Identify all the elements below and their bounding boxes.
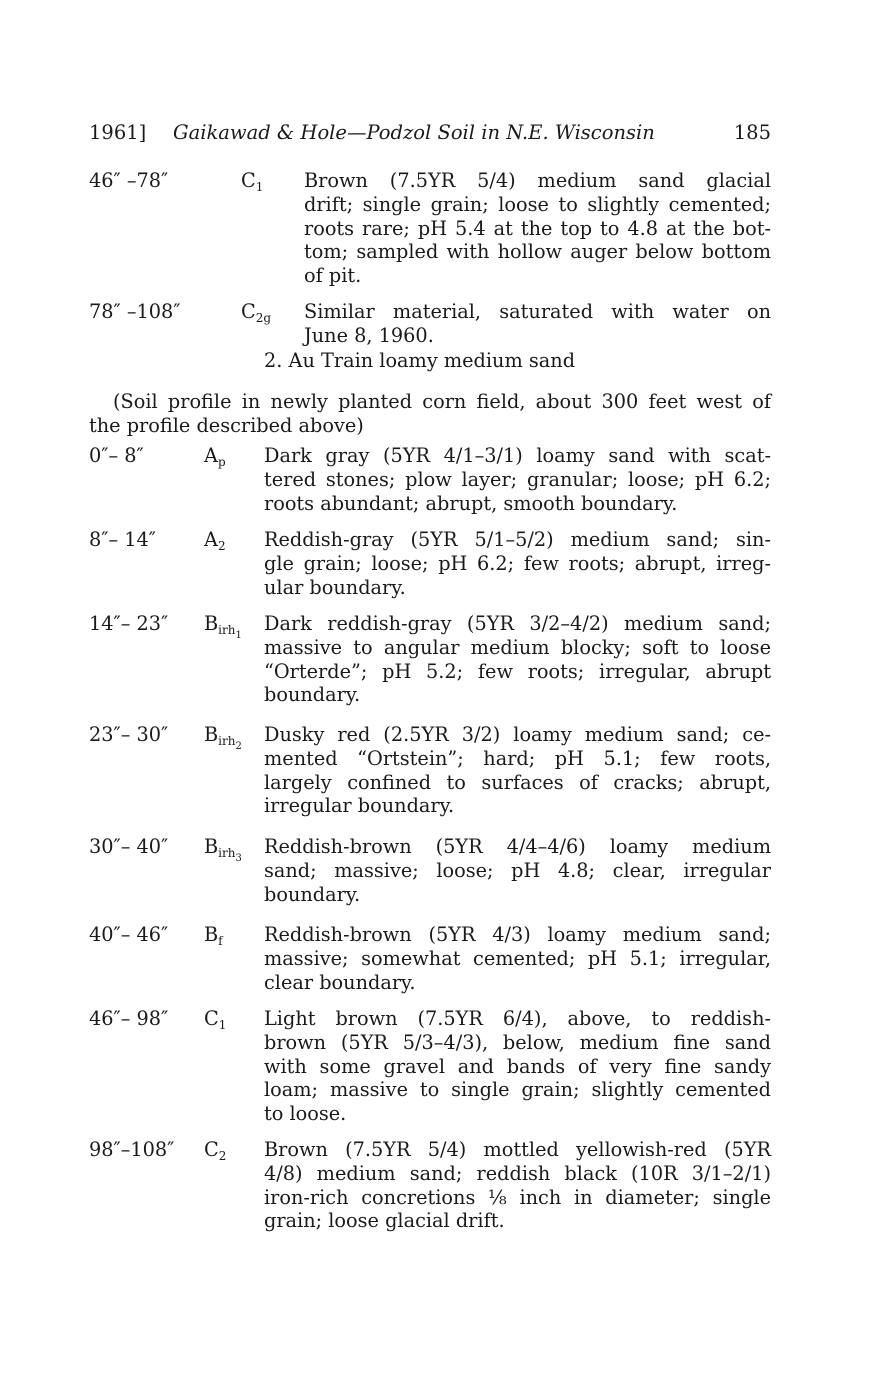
description-line: tered stones; plow layer; granular; loose; pH 6.2; xyxy=(264,467,771,491)
horizon-depth: 23″– 30″ xyxy=(89,723,169,746)
description-line: roots abundant; abrupt, smooth boundary. xyxy=(264,491,678,515)
description-line: boundary. xyxy=(264,683,361,707)
horizon-description xyxy=(264,923,771,994)
description-line: massive; somewhat cemented; pH 5.1; irregular, xyxy=(264,946,771,970)
description-line: Similar material, saturated with water on xyxy=(304,300,771,323)
horizon-symbol-subscript: f xyxy=(218,934,223,948)
description-line: sand; massive; loose; pH 4.8; clear, irregular xyxy=(264,858,771,882)
horizon-symbol-sub-subscript: 1 xyxy=(235,630,242,641)
horizon-depth: 78″ –108″ xyxy=(89,300,181,323)
horizon-symbol-subscript: p xyxy=(217,455,226,469)
horizon-symbol-subscript: 1 xyxy=(218,1018,227,1032)
horizon-depth: 0″– 8″ xyxy=(89,444,144,467)
description-line: Dusky red (2.5YR 3/2) loamy medium sand; ce- xyxy=(264,723,771,746)
description-line: Reddish-brown (5YR 4/4–4/6) loamy medium xyxy=(264,835,771,858)
horizon-depth: 14″– 23″ xyxy=(89,612,169,635)
horizon-symbol: $C_1$ xyxy=(204,1007,227,1032)
description-line: Brown (7.5YR 5/4) medium sand glacial xyxy=(304,169,771,192)
description-line: Dark gray (5YR 4/1–3/1) loamy sand with scat- xyxy=(264,444,771,467)
description-line: Dark reddish-gray (5YR 3/2–4/2) medium sand; xyxy=(264,612,771,635)
horizon-symbol-subscript: 2 xyxy=(217,539,226,553)
horizon-description xyxy=(264,835,771,906)
profile-note-line: the profile described above) xyxy=(89,413,364,437)
horizon-symbol: $C_2$ xyxy=(204,1138,227,1163)
section-heading: 2. Au Train loamy medium sand xyxy=(264,349,576,372)
description-line: gle grain; loose; pH 6.2; few roots; abrupt, irreg- xyxy=(264,551,771,575)
description-line: grain; loose glacial drift. xyxy=(264,1209,505,1233)
description-line: clear boundary. xyxy=(264,970,416,994)
description-line: loam; massive to single grain; slightly cemented xyxy=(264,1078,771,1102)
description-line: brown (5YR 5/3–4/3), below, medium fine sand xyxy=(264,1030,771,1054)
horizon-depth: 46″– 98″ xyxy=(89,1007,169,1030)
horizon-description xyxy=(264,528,771,599)
horizon-symbol-subscript: 2 xyxy=(218,1149,227,1163)
description-line: Reddish-gray (5YR 5/1–5/2) medium sand; sin- xyxy=(264,528,771,551)
horizon-description xyxy=(264,444,771,515)
description-line: Light brown (7.5YR 6/4), above, to reddish- xyxy=(264,1007,771,1030)
horizon-description xyxy=(304,300,771,348)
description-line: Brown (7.5YR 5/4) mottled yellowish-red (5YR xyxy=(264,1138,771,1161)
description-line: ular boundary. xyxy=(264,575,406,599)
horizon-depth: 40″– 46″ xyxy=(89,923,169,946)
running-head-title: Gaikawad & Hole—Podzol Soil in N.E. Wisconsin xyxy=(173,121,655,144)
horizon-depth: 8″– 14″ xyxy=(89,528,156,551)
horizon-depth: 46″ –78″ xyxy=(89,169,169,192)
description-line: with some gravel and bands of very fine sandy xyxy=(264,1054,771,1078)
horizon-symbol-subscript: irh1 xyxy=(218,623,242,641)
description-line: drift; single grain; loose to slightly cemented; xyxy=(304,192,771,216)
description-line: massive to angular medium blocky; soft to loose xyxy=(264,635,771,659)
description-line: 4/8) medium sand; reddish black (10R 3/1–2/1) xyxy=(264,1161,771,1185)
horizon-symbol-sub-subscript: 3 xyxy=(235,853,242,864)
horizon-depth: 98″–108″ xyxy=(89,1138,175,1161)
horizon-symbol-subscript: irh2 xyxy=(218,734,242,752)
horizon-symbol-subscript: 2g xyxy=(255,311,272,325)
horizon-symbol: $B_{irh_3}$ xyxy=(204,835,242,864)
description-line: tom; sampled with hollow auger below bottom xyxy=(304,240,771,264)
horizon-symbol: $C_1$ xyxy=(241,169,264,194)
horizon-description xyxy=(304,169,771,288)
horizon-description xyxy=(264,723,771,818)
horizon-symbol: $C_{2g}$ xyxy=(241,300,272,325)
description-line: Reddish-brown (5YR 4/3) loamy medium sand; xyxy=(264,923,771,946)
horizon-symbol: $B_{irh_1}$ xyxy=(204,612,242,641)
horizon-symbol: $B_{irh_2}$ xyxy=(204,723,242,752)
horizon-symbol-subscript: irh3 xyxy=(218,846,242,864)
profile-note xyxy=(89,390,771,438)
description-line: boundary. xyxy=(264,882,361,906)
horizon-symbol-sub-subscript: 2 xyxy=(235,741,242,752)
horizon-symbol: $A_p$ xyxy=(204,444,226,469)
horizon-symbol-subscript: 1 xyxy=(255,180,264,194)
profile-note-line: (Soil profile in newly planted corn field, about 300 feet west of xyxy=(113,390,771,413)
horizon-description xyxy=(264,612,771,707)
description-line: irregular boundary. xyxy=(264,794,455,818)
description-line: iron-rich concretions ⅛ inch in diameter; single xyxy=(264,1185,771,1209)
description-line: of pit. xyxy=(304,264,362,288)
description-line: largely confined to surfaces of cracks; abrupt, xyxy=(264,770,771,794)
horizon-description xyxy=(264,1007,771,1126)
horizon-description xyxy=(264,1138,771,1233)
running-head xyxy=(89,118,771,148)
horizon-symbol: $A_2$ xyxy=(204,528,226,553)
description-line: mented “Ortstein”; hard; pH 5.1; few roots, xyxy=(264,746,771,770)
description-line: June 8, 1960. xyxy=(304,323,434,347)
description-line: “Orterde”; pH 5.2; few roots; irregular, abrupt xyxy=(264,659,771,683)
description-line: roots rare; pH 5.4 at the top to 4.8 at the bot- xyxy=(304,216,771,240)
horizon-depth: 30″– 40″ xyxy=(89,835,169,858)
page-number: 185 xyxy=(733,121,771,144)
horizon-symbol: $B_f$ xyxy=(204,923,223,948)
description-line: to loose. xyxy=(264,1102,347,1126)
running-head-year: 1961] xyxy=(89,121,147,144)
